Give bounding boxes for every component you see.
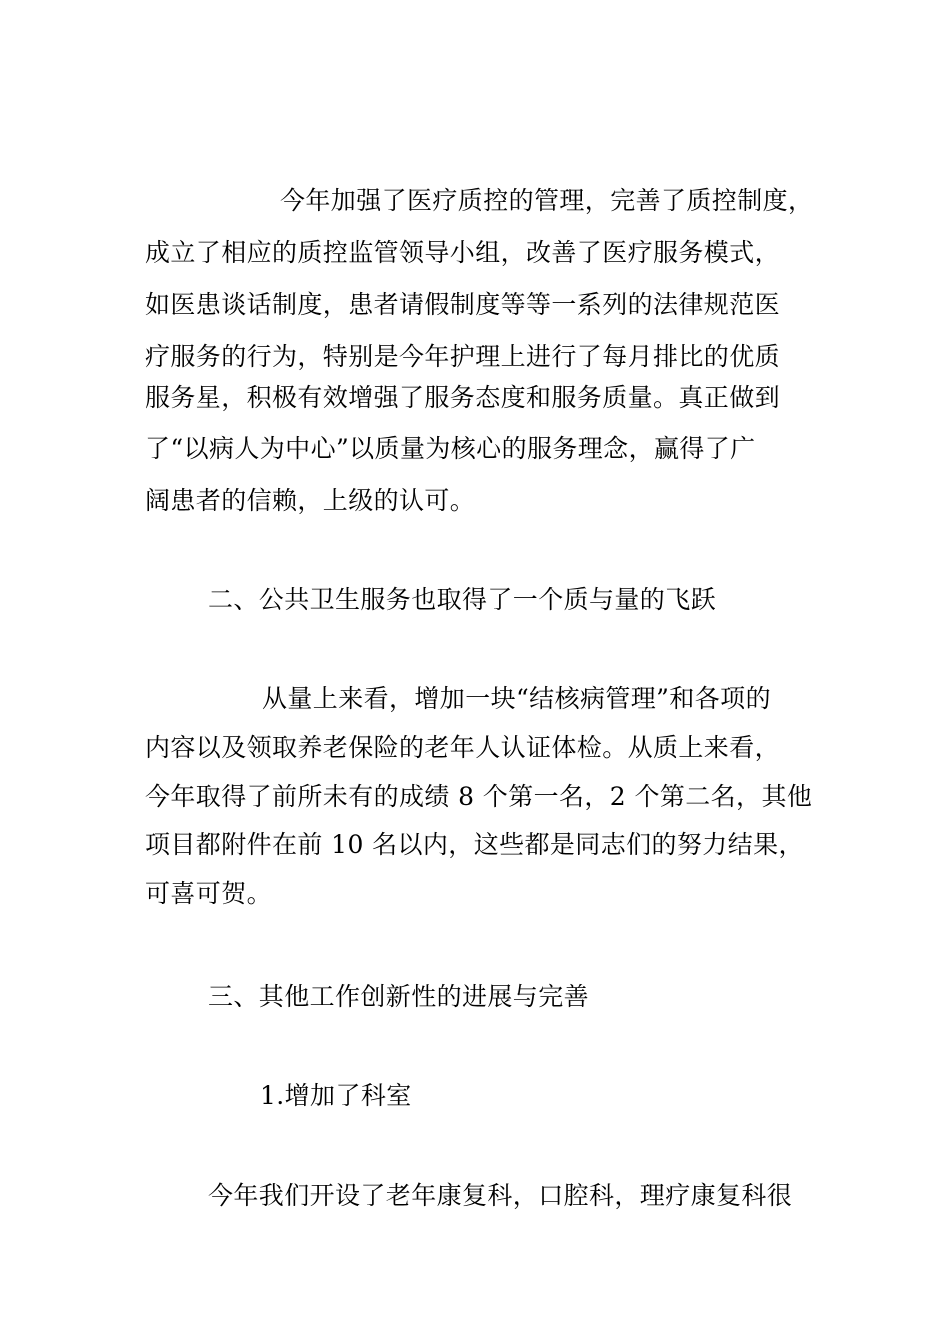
paragraph-2-line-1: 从量上来看，增加一块“结核病管理”和各项的	[262, 684, 771, 713]
paragraph-3-line-1: 今年我们开设了老年康复科，口腔科，理疗康复科很	[208, 1181, 793, 1210]
section-heading-3: 三、其他工作创新性的进展与完善	[208, 982, 590, 1011]
paragraph-1-line-5: 服务星，积极有效增强了服务态度和服务质量。真正做到	[145, 383, 781, 412]
paragraph-2-line-4: 项目都附件在前 10 名以内，这些都是同志们的努力结果，	[145, 830, 804, 859]
section-heading-2: 二、公共卫生服务也取得了一个质与量的飞跃	[208, 585, 717, 614]
paragraph-2-line-3: 今年取得了前所未有的成绩 8 个第一名，2 个第二名，其他	[145, 782, 813, 811]
subheading-1: 1.增加了科室	[260, 1081, 412, 1110]
paragraph-2-line-5: 可喜可贺。	[145, 879, 273, 908]
paragraph-1-line-2: 成立了相应的质控监管领导小组，改善了医疗服务模式，	[145, 238, 781, 267]
paragraph-1-line-1: 今年加强了医疗质控的管理，完善了质控制度，	[280, 186, 814, 215]
paragraph-1-line-4: 疗服务的行为，特别是今年护理上进行了每月排比的优质	[145, 342, 781, 371]
paragraph-1-line-7: 阔患者的信赖，上级的认可。	[145, 486, 476, 515]
paragraph-1-line-3: 如医患谈话制度，患者请假制度等等一系列的法律规范医	[145, 290, 781, 319]
paragraph-1-line-6: 了“以病人为中心”以质量为核心的服务理念，赢得了广	[145, 434, 756, 463]
paragraph-2-line-2: 内容以及领取养老保险的老年人认证体检。从质上来看，	[145, 733, 781, 762]
